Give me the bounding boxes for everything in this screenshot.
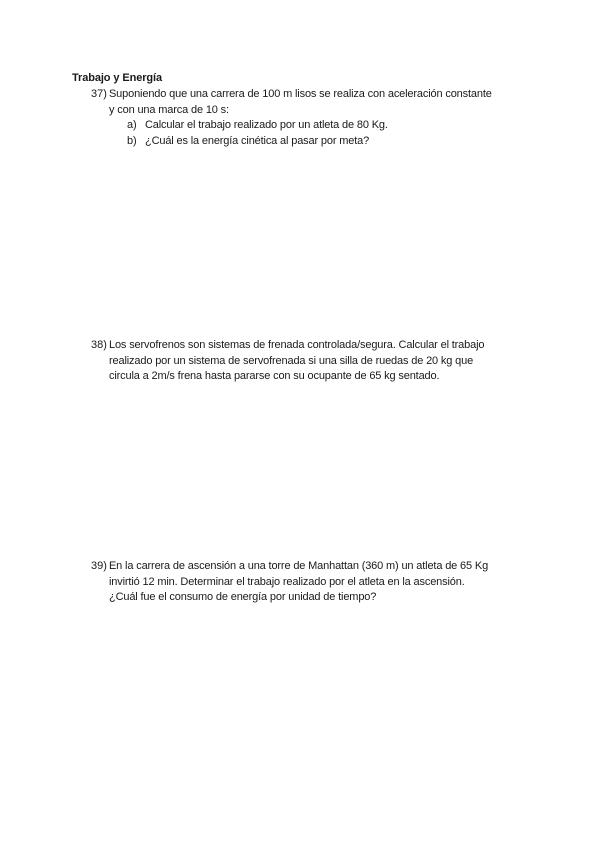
problem-line: circula a 2m/s frena hasta pararse con su ocupante de 65 kg sentado. [109, 370, 440, 382]
problem-line: Suponiendo que una carrera de 100 m lisos se realiza con aceleración constante [109, 88, 492, 100]
problem-text [109, 559, 531, 606]
problem-number: 38) [91, 339, 107, 351]
problem-text [109, 338, 531, 385]
problem-38 [91, 338, 531, 385]
problem-line: realizado por un sistema de servofrenada si una silla de ruedas de 20 kg que [109, 354, 474, 367]
subitem-mark: b) [127, 134, 137, 147]
problem-37 [91, 87, 531, 149]
problem-39 [91, 559, 531, 606]
problem-line: invirtió 12 min. Determinar el trabajo realizado por el atleta en la ascensión. [109, 575, 465, 588]
subitem-a [127, 118, 531, 134]
subitem-text: ¿Cuál es la energía cinética al pasar por meta? [145, 134, 370, 147]
problem-line: En la carrera de ascensión a una torre de Manhattan (360 m) un atleta de 65 Kg [109, 560, 489, 572]
problem-line: y con una marca de 10 s: [109, 103, 229, 116]
problem-line: Los servofrenos son sistemas de frenada controlada/segura. Calcular el trabajo [109, 339, 485, 351]
problem-number: 39) [91, 560, 107, 572]
subitem-list [127, 118, 531, 149]
subitem-mark: a) [127, 119, 137, 131]
subitem-b [127, 134, 531, 150]
section-title: Trabajo y Energía [72, 72, 163, 84]
problem-line: ¿Cuál fue el consumo de energía por unidad de tiempo? [109, 591, 377, 603]
problem-text [109, 87, 531, 118]
subitem-text: Calcular el trabajo realizado por un atleta de 80 Kg. [145, 119, 388, 131]
problem-number: 37) [91, 88, 107, 100]
